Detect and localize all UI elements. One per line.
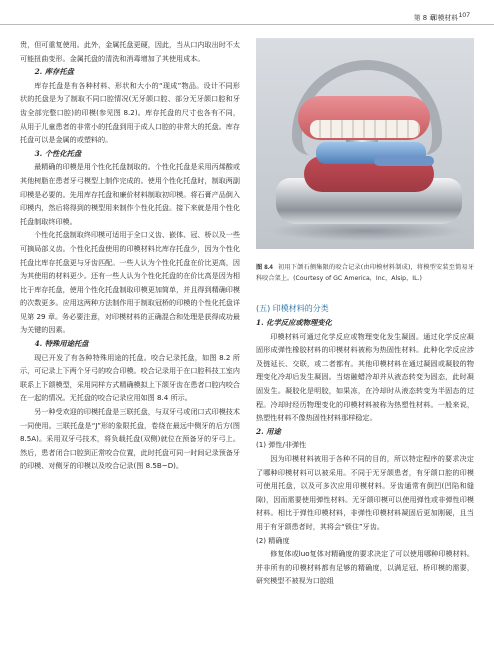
subsection-heading-uses: 2. 用途 <box>256 426 281 436</box>
right-column-text <box>256 302 474 588</box>
header-chapter: 第 8 章 <box>413 14 436 22</box>
elastic-paragraph: 因为印模材料被用于各种不同的目的，所以特定程序的要求决定了哪种印模材料可以被采用。不同于无牙颌患者，有牙颌口腔的印模可使用托盘，以及可多次应用印模材料。牙齿通常有倒凹(凹陷和缝隙)，因而需要使用弹性材料。无牙颌印模可以使用弹性或非弹性印模材料。相比于弹性印模材料，非弹性印模材料凝固后更加刚硬，且当用于有牙颌患者时，其将会“锁住”牙齿。 <box>256 453 474 531</box>
special-trays-paragraph-1: 现已开发了有各种特殊用途的托盘。咬合记录托盘，如图 8.2 所示，可记录上下两个牙弓的咬合印模。咬合记录用于在口腔科技工室内联系上下颌模型，采用同样方式精确模拟上下颌牙齿在患者口腔内咬合在一起的情况。无托盘的咬合记录应用如图 8.4 所示。 <box>20 352 240 403</box>
subsection-heading-accuracy: (2) 精确度 <box>256 535 290 545</box>
classification-section-title: (五) 印模材料的分类 <box>256 304 329 313</box>
header-title: 印模材料 <box>430 14 458 22</box>
running-header <box>0 0 494 25</box>
figure-area <box>256 38 474 249</box>
figure-caption <box>256 262 474 284</box>
stock-trays-paragraph: 库存托盘是有各种材料、形状和大小的“现成”物品。设计不同形状的托盘是为了制取不同口腔情况(无牙颌口腔、部分无牙颌口腔和牙齿全部完整口腔)的印模(参见图 8.2)。库存托盘的尺寸也各有不同，从用于儿童患者的非常小的托盘到用于成人口腔的非常大的托盘。库存托盘可以是金属的或塑料的。 <box>20 80 240 145</box>
bite-registration-handle <box>374 156 434 166</box>
figure-label: 图 8.4 <box>256 264 273 271</box>
left-column <box>20 38 240 473</box>
subsection-heading-chemical-physical: 1. 化学反应或物理变化 <box>256 318 332 327</box>
subsection-heading-elastic: (1) 弹性/非弹性 <box>256 440 307 450</box>
figure-photo-bite-registration <box>256 38 474 249</box>
custom-trays-paragraph-2: 个性化托盘制取终印模可适用于全口义齿、嵌体、冠、桥以及一些可摘局部义齿。个性化托盘使用的印模材料比库存托盘少，因为个性化托盘比库存托盘更与牙齿匹配。一些人认为个性化托盘在价比更高，因为其使用的材料更少。还有一些人认为个性化托盘的在价比高是因为相比于库存托盘，使用个性化托盘制取印模更加简单，并且得到精确印模的次数更多。应用这两种方法制作用于制取冠桥的印模的个性化托盘详见第 29 章。务必要注意，对印模材料的正确混合和处理是获得成功最为关键的因素。 <box>20 230 240 335</box>
photo-shadow <box>268 221 464 241</box>
section-heading-special-trays: 4. 特殊用途托盘 <box>34 339 89 349</box>
upper-teeth <box>310 120 420 138</box>
section-heading-stock-trays: 2. 库存托盘 <box>34 67 74 77</box>
section-heading-custom-trays: 3. 个性化托盘 <box>34 148 82 158</box>
intro-paragraph: 贵，但可重复使用。此外，金属托盘更硬，因此，当从口内取出时不太可能扭曲变形。金属托盘的清洗和消毒增加了其使用成本。 <box>20 40 240 63</box>
custom-trays-paragraph-1: 最精确的印模是用个性化托盘制取的。个性化托盘是采用丙烯酸或其他树脂在患者牙弓模型上制作完成的。使用个性化托盘时，制取两副印模是必要的。先用库存托盘和廉价材料制取初印模。将石膏产品倒入印模内，然后将得到的模型用来制作个性化托盘。接下来就是用个性化托盘制取终印模。 <box>20 162 240 226</box>
chemical-physical-paragraph: 印模材料可通过化学反应或物理变化发生凝固。通过化学反应凝固形成弹性橡胶材料的印模材料被称为热固性材料。此种化学反应涉及链延长、交联，或二者都有。其他印模材料在通过凝固或凝胶的物理变化冷却后发生凝固。当熔融蜡冷却并从液态转变为固态，此时凝固发生。凝胶化是明胶，如果冻，在冷却时从液态转变为半固态的过程。冷却时经历物理变化的印模材料被称为热塑性材料。一般来说，热塑性材料不像热固性材料那样稳定。 <box>256 331 474 423</box>
figure-caption-text: 初用下颌石侧集限的咬合记录(由印模材料制成)，将模型安装至简易牙科咬合架上。(Courtesy of GC America，Inc，Alsip，IL.) <box>256 264 475 282</box>
page-number: 107 <box>458 12 470 19</box>
accuracy-paragraph: 修复体或luo复体对精确度的要求决定了可以使用哪种印模材料。并非所有的印模材料都有足够的精确度，以满足冠、桥印模的需要，研究模型不被视为口腔组 <box>256 549 474 586</box>
special-trays-paragraph-2: 另一种受欢迎的印模托盘是三联托盘，与双牙弓或闭口式印模技术一同使用。三联托盘是“J”形的象限托盘，卷绕在最远中侧牙的后方(图 8.5A)。采用双牙弓技术，将负载托盘(双侧)就位在预备牙的牙弓上。然后，患者闭合口腔到正常咬合位置，此时托盘可同一时间记录预备牙的印模、对侧牙的印模以及咬合记录(图 8.5B~D)。 <box>20 407 240 471</box>
